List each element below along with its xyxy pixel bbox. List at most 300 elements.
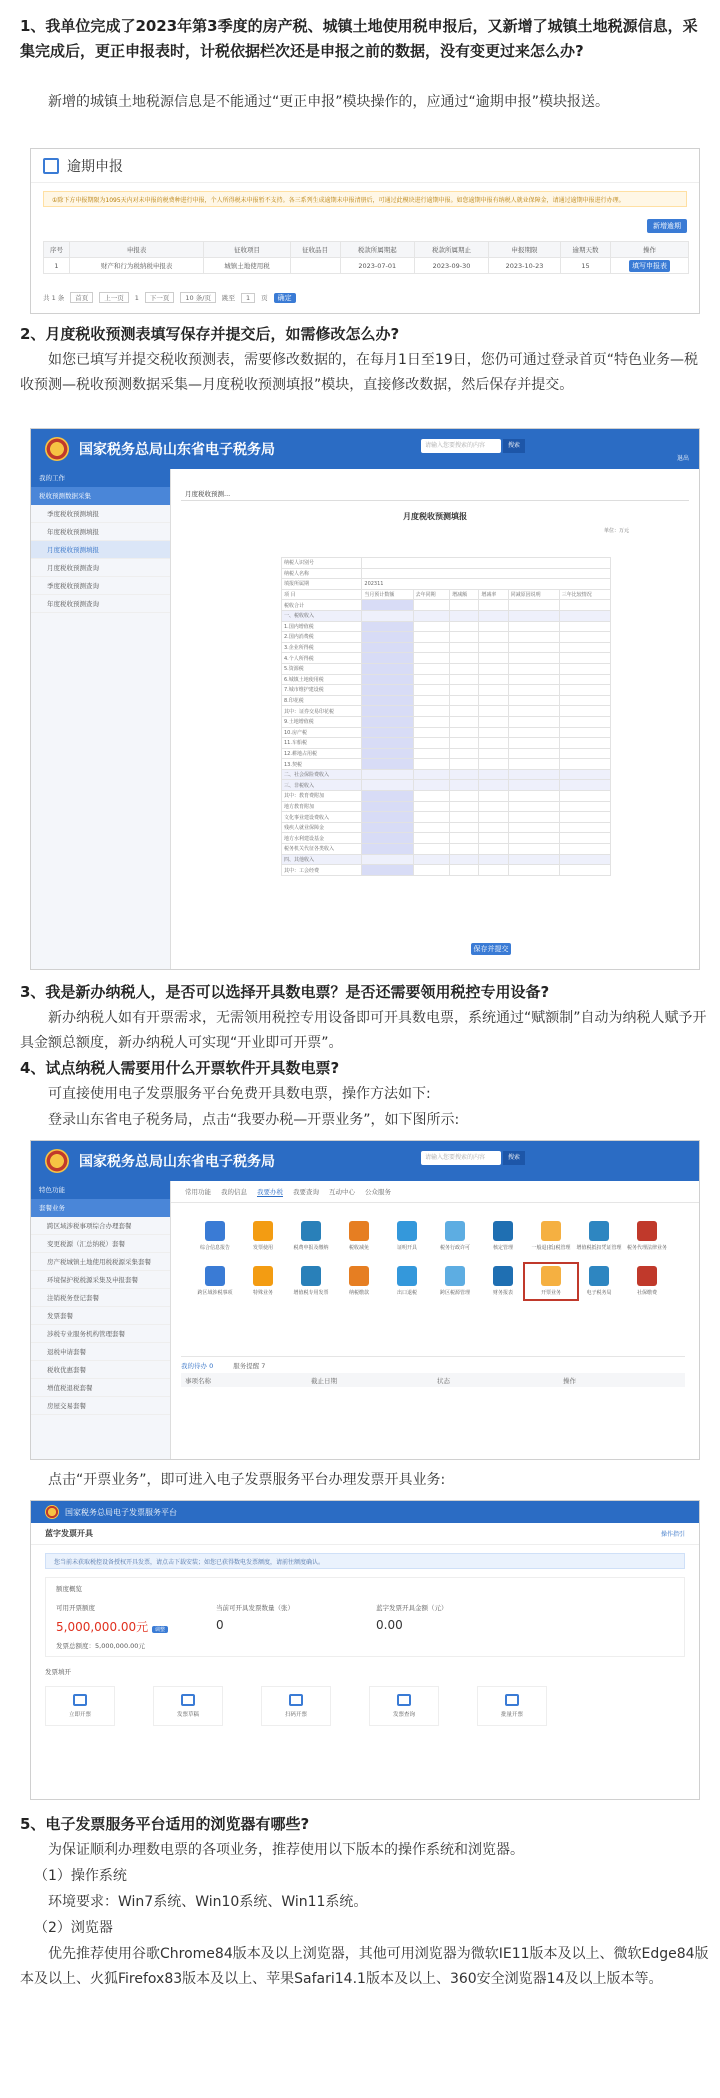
goto-page-input[interactable]: 1 [241,293,255,303]
sidebar-home[interactable]: 我的工作 [31,469,170,487]
service-tile[interactable] [335,1221,383,1252]
tab-monthly-forecast[interactable]: 月度税收预测... [181,487,689,501]
table-cell[interactable] [362,822,413,833]
table-cell [559,780,610,791]
column-header: 事项名称 [185,1376,211,1385]
column-header: 申报期限 [489,242,561,258]
service-tile[interactable] [527,1221,575,1252]
table-cell[interactable] [508,769,559,780]
table-cell[interactable] [362,610,413,621]
column-header: 操作 [563,1376,576,1385]
question-4: 4、试点纳税人需要用什么开票软件开具数电票? [20,1059,340,1077]
row-label: 3.企业所得税 [282,642,362,653]
next-page-button[interactable]: 下一页 [145,292,175,303]
service-icon [589,1221,609,1241]
nav-tab[interactable]: 常用功能 [185,1188,211,1196]
table-cell [559,706,610,717]
table-cell[interactable] [450,727,479,738]
form-title: 月度税收预测填报 [403,512,467,521]
column-header: 申报表 [69,242,203,258]
service-label: 增值税专用发票 [293,1290,329,1296]
table-cell[interactable] [479,759,508,770]
table-cell[interactable] [479,844,508,855]
table-cell[interactable] [479,748,508,759]
table-row [282,844,611,855]
table-cell[interactable] [450,780,479,791]
table-cell[interactable] [508,759,559,770]
search-input[interactable]: 请输入您要搜索的内容 [421,1151,501,1165]
sidebar-item[interactable]: 季度税收预测查询 [31,577,170,595]
table-cell[interactable] [450,600,479,611]
save-submit-button[interactable]: 保存并提交 [471,943,511,955]
table-cell[interactable] [362,632,413,643]
table-cell[interactable] [508,791,559,802]
question-5: 5、电子发票服务平台适用的浏览器有哪些? [20,1815,310,1833]
table-cell[interactable] [479,822,508,833]
table-cell[interactable] [362,653,413,664]
table-cell[interactable] [450,769,479,780]
table-cell[interactable] [508,738,559,749]
sidebar-item[interactable]: 退税申请套餐 [31,1343,170,1361]
entry-label: 发票查询 [392,1712,415,1718]
table-cell[interactable] [479,695,508,706]
table-cell[interactable] [413,653,450,664]
table-cell[interactable] [508,663,559,674]
table-cell[interactable] [413,706,450,717]
table-cell[interactable] [508,748,559,759]
service-label: 核定管理 [492,1245,513,1251]
service-label: 财务报表 [492,1290,513,1296]
service-tile[interactable] [287,1266,335,1297]
table-row [282,706,611,717]
sidebar-item[interactable]: 年度税收预测查询 [31,595,170,613]
overdue-table [43,241,689,274]
service-icon [253,1266,273,1286]
invoice-entry[interactable] [261,1686,331,1726]
row-label: 二、社会保险费收入 [282,769,362,780]
table-cell[interactable] [450,791,479,802]
tab-reminders[interactable]: 服务提醒 7 [233,1361,266,1370]
adjust-button[interactable]: 调整 [152,1626,168,1633]
table-cell[interactable] [362,695,413,706]
invoice-entry[interactable] [153,1686,223,1726]
table-cell [559,812,610,823]
search-button[interactable]: 搜索 [503,1151,525,1165]
service-tile[interactable] [575,1221,623,1252]
sidebar-item[interactable]: 注销税务登记套餐 [31,1289,170,1307]
table-cell[interactable] [479,727,508,738]
column-header: 项 目 [282,589,362,600]
service-tile[interactable] [191,1266,239,1297]
table-cell[interactable] [362,663,413,674]
entry-label: 批量开票 [500,1712,523,1718]
sidebar-item[interactable]: 年度税收预测填报 [31,523,170,541]
table-cell[interactable] [479,769,508,780]
table-cell [559,833,610,844]
column-header: 增减额 [450,589,479,600]
table-cell [559,791,610,802]
page-size-select[interactable]: 10 条/页 [180,292,216,303]
table-cell[interactable] [413,865,450,876]
service-tile[interactable] [335,1266,383,1297]
table-cell[interactable] [450,632,479,643]
logout-link[interactable]: 退出 [676,455,689,462]
info-row [282,558,611,569]
table-cell[interactable] [450,844,479,855]
forecast-form [181,487,689,969]
nav-tab[interactable]: 我要查询 [293,1188,319,1196]
service-label: 电子税务局 [586,1290,612,1296]
service-tile[interactable] [431,1266,479,1297]
table-cell[interactable] [508,716,559,727]
table-cell[interactable] [508,801,559,812]
table-cell[interactable] [508,780,559,791]
table-cell[interactable] [508,812,559,823]
table-cell[interactable] [450,801,479,812]
sidebar-item[interactable]: 变更税源（汇总纳税）套餐 [31,1235,170,1253]
table-cell[interactable] [479,812,508,823]
table-cell[interactable] [479,642,508,653]
sidebar-item[interactable]: 月度税收预测查询 [31,559,170,577]
table-cell[interactable] [508,642,559,653]
table-cell[interactable] [479,791,508,802]
table-cell[interactable] [413,663,450,674]
service-tile[interactable] [575,1266,623,1297]
table-cell[interactable] [362,833,413,844]
table-row [282,621,611,632]
nav-tab[interactable]: 我的信息 [221,1188,247,1196]
info-value [362,558,611,569]
table-cell[interactable] [362,621,413,632]
table-cell[interactable] [479,663,508,674]
service-icon [253,1221,273,1241]
service-label: 税务行政许可 [439,1245,470,1251]
table-cell[interactable] [362,748,413,759]
table-cell[interactable] [413,812,450,823]
invoice-entry[interactable] [45,1686,115,1726]
table-cell[interactable] [508,653,559,664]
table-cell[interactable] [362,769,413,780]
service-tile[interactable] [479,1266,527,1297]
table-cell[interactable] [362,706,413,717]
table-cell[interactable] [508,854,559,865]
row-label: 税务机关代征各类收入 [282,844,362,855]
table-cell[interactable] [450,822,479,833]
table-cell[interactable] [413,854,450,865]
table-cell [559,759,610,770]
nav-tab[interactable]: 互动中心 [329,1188,355,1196]
table-cell[interactable] [362,801,413,812]
column-header: 操作 [611,242,689,258]
table-cell[interactable] [413,716,450,727]
table-cell[interactable] [450,748,479,759]
table-cell[interactable] [508,865,559,876]
unit-label: 单位：万元 [603,528,629,534]
entry-icon [289,1694,303,1706]
row-label: 2.国内消费税 [282,632,362,643]
info-label: 填报所属期 [282,579,362,590]
table-row [282,738,611,749]
table-cell[interactable] [413,695,450,706]
service-tile[interactable] [383,1221,431,1252]
table-cell[interactable] [450,759,479,770]
table-cell [559,844,610,855]
table-cell[interactable] [413,769,450,780]
service-tile[interactable] [191,1221,239,1252]
table-cell[interactable] [450,674,479,685]
table-cell: 2023-09-30 [414,258,488,274]
question-2: 2、月度税收预测表填写保存并提交后，如需修改怎么办? [20,325,400,343]
table-cell[interactable] [362,865,413,876]
sidebar-item[interactable]: 增值税退税套餐 [31,1379,170,1397]
table-cell[interactable] [413,600,450,611]
caption-invoice: 点击“开票业务”，即可进入电子发票服务平台办理发票开具业务: [48,1472,446,1488]
table-cell[interactable] [450,653,479,664]
invoice-entry[interactable] [369,1686,439,1726]
table-cell[interactable] [450,610,479,621]
table-cell[interactable] [508,632,559,643]
browser-requirement: 优先推荐使用谷歌Chrome84版本及以上浏览器，其他可用浏览器为微软IE11版本及以上、微软Edge84版本及以上、火狐Firefox83版本及以上、苹果Safari14.1版本及以上、360安全浏览器14及以上版本等。 [20,1946,709,1987]
sidebar-item[interactable]: 税收优惠套餐 [31,1361,170,1379]
table-cell[interactable] [479,854,508,865]
service-tile[interactable] [383,1266,431,1297]
table-cell[interactable] [450,663,479,674]
table-cell[interactable] [362,685,413,696]
row-label: 其中：工会经费 [282,865,362,876]
table-cell[interactable] [413,621,450,632]
row-label: 三、非税收入 [282,780,362,791]
table-cell[interactable] [479,610,508,621]
table-cell[interactable] [508,727,559,738]
service-icon [445,1221,465,1241]
table-cell [559,769,610,780]
table-cell[interactable] [362,759,413,770]
table-cell[interactable] [450,812,479,823]
row-label: 地方教育附加 [282,801,362,812]
search-button[interactable]: 搜索 [503,439,525,453]
platform-title: 国家税务总局电子发票服务平台 [65,1507,177,1517]
first-page-button[interactable]: 首页 [70,292,93,303]
table-cell[interactable] [413,833,450,844]
answer-4b: 登录山东省电子税务局，点击“我要办税—开票业务”，如下图所示: [48,1112,460,1128]
table-row [282,833,611,844]
service-label: 社保缴费 [636,1290,657,1296]
sidebar-section[interactable]: 税收预测数据采集 [31,487,170,505]
table-cell[interactable] [450,621,479,632]
help-link[interactable]: 操作指引 [660,1531,685,1538]
table-cell[interactable] [508,844,559,855]
table-cell: 财产和行为税纳税申报表 [69,258,203,274]
table-cell[interactable] [508,600,559,611]
table-cell[interactable] [450,716,479,727]
entry-icon [73,1694,87,1706]
row-label: 一、税收收入 [282,610,362,621]
row-label: 6.城镇土地使用税 [282,674,362,685]
table-cell[interactable] [479,716,508,727]
table-cell[interactable] [479,780,508,791]
table-cell[interactable] [362,727,413,738]
table-cell[interactable] [413,685,450,696]
service-tile[interactable] [431,1221,479,1252]
service-label: 税费申报及缴纳 [293,1245,329,1251]
table-cell[interactable] [450,685,479,696]
table-cell[interactable] [450,833,479,844]
table-cell[interactable] [413,844,450,855]
table-cell[interactable] [362,600,413,611]
sidebar-item[interactable]: 月度税收预测填报 [31,541,170,559]
column-header: 当月预计数额 [362,589,413,600]
add-overdue-button[interactable]: 新增逾期 [647,219,687,233]
table-row [282,780,611,791]
service-tile[interactable] [239,1266,287,1297]
sidebar-packages[interactable]: 套餐业务 [31,1199,170,1217]
search-input[interactable]: 请输入您要搜索的内容 [421,439,501,453]
prev-page-button[interactable]: 上一页 [99,292,129,303]
table-cell[interactable] [508,695,559,706]
overdue-filing-screenshot [30,148,700,314]
table-cell[interactable] [362,674,413,685]
table-cell [559,600,610,611]
nav-tab[interactable]: 公众服务 [365,1188,391,1196]
monthly-forecast-screenshot [30,428,700,970]
table-cell[interactable] [362,791,413,802]
table-row [282,674,611,685]
table-cell[interactable] [508,621,559,632]
table-cell [559,716,610,727]
table-cell [611,258,689,274]
table-cell[interactable] [413,822,450,833]
table-cell[interactable] [450,865,479,876]
table-cell[interactable] [413,759,450,770]
tab-todo[interactable]: 我的待办 0 [181,1361,214,1370]
table-cell[interactable] [362,642,413,653]
sidebar-item[interactable]: 环境保护税税源采集及申报套餐 [31,1271,170,1289]
nav-tab[interactable]: 我要办税 [257,1187,283,1196]
table-cell[interactable] [479,674,508,685]
pagination: 共 1 条 首页 上一页 1 下一页 10 条/页 跳至 1 页 确定 [43,292,296,303]
table-cell[interactable] [508,706,559,717]
row-label: 13.契税 [282,759,362,770]
table-cell[interactable] [362,812,413,823]
table-cell[interactable] [450,642,479,653]
table-cell[interactable] [508,685,559,696]
table-cell[interactable] [479,833,508,844]
overview-title: 额度概览 [56,1585,82,1593]
tax-emblem-icon [45,1149,69,1173]
sidebar [31,1181,171,1459]
sidebar-item[interactable]: 房屋交易套餐 [31,1397,170,1415]
site-title: 国家税务总局山东省电子税务局 [79,1154,275,1170]
table-cell[interactable] [479,685,508,696]
table-cell[interactable] [479,738,508,749]
entry-label: 扫码开票 [284,1712,307,1718]
row-label: 12.耕地占用税 [282,748,362,759]
service-label: 跨区税源管理 [439,1290,470,1296]
table-cell[interactable] [413,738,450,749]
sidebar-item[interactable]: 发票套餐 [31,1307,170,1325]
service-icon [541,1266,561,1286]
service-label: 开票业务 [540,1290,561,1296]
service-tile[interactable] [527,1266,575,1297]
answer-1: 新增的城镇土地税源信息是不能通过“更正申报”模块操作的，应通过“逾期申报”模块报送。 [48,94,610,110]
service-label: 跨区域涉税事项 [197,1290,233,1296]
question-3: 3、我是新办纳税人，是否可以选择开具数电票？是否还需要领用税控专用设备? [20,983,550,1001]
service-icon [349,1266,369,1286]
table-cell[interactable] [413,632,450,643]
table-cell[interactable] [450,738,479,749]
table-cell[interactable] [508,822,559,833]
table-cell[interactable] [362,716,413,727]
table-cell[interactable] [479,865,508,876]
table-cell[interactable] [479,653,508,664]
table-cell[interactable] [413,780,450,791]
table-cell[interactable] [479,801,508,812]
invoice-entry[interactable] [477,1686,547,1726]
table-cell[interactable] [413,801,450,812]
entry-icon [505,1694,519,1706]
table-cell[interactable] [413,791,450,802]
sidebar-item[interactable]: 季度税收预测填报 [31,505,170,523]
sidebar-item[interactable]: 涉税专业服务机构管理套餐 [31,1325,170,1343]
table-row [282,727,611,738]
table-cell[interactable] [413,610,450,621]
e-tax-portal-screenshot [30,1140,700,1460]
column-header: 去年同期 [413,589,450,600]
service-tile[interactable] [479,1221,527,1252]
table-cell[interactable] [362,738,413,749]
table-cell[interactable] [413,748,450,759]
table-cell[interactable] [479,632,508,643]
table-cell[interactable] [362,780,413,791]
main-nav [171,1181,699,1203]
goto-confirm-button[interactable]: 确定 [274,293,296,303]
table-cell[interactable] [362,854,413,865]
table-cell[interactable] [479,621,508,632]
info-row [282,568,611,579]
table-cell[interactable] [450,695,479,706]
answer-2: 如您已填写并提交税收预测表，需要修改数据的，在每月1日至19日，您仍可通过登录首页“特色业务—税收预测—税收预测数据采集—月度税收预测填报”模块，直接修改数据，然后保存并提交。 [20,352,698,393]
column-header: 税款所属期起 [340,242,414,258]
service-icon [493,1221,513,1241]
table-cell[interactable] [450,706,479,717]
table-cell[interactable] [479,600,508,611]
table-cell[interactable] [508,610,559,621]
sidebar-item[interactable]: 房产税城镇土地使用税税源采集套餐 [31,1253,170,1271]
table-cell: 2023-07-01 [340,258,414,274]
service-tile[interactable] [287,1221,335,1252]
service-label: 纳税缴款 [348,1290,369,1296]
sidebar-item[interactable]: 跨区域涉税事项综合办理套餐 [31,1217,170,1235]
table-cell[interactable] [450,854,479,865]
table-cell[interactable] [413,674,450,685]
table-cell[interactable] [508,674,559,685]
table-cell[interactable] [508,833,559,844]
service-icon [205,1221,225,1241]
table-cell[interactable] [413,642,450,653]
service-tile[interactable] [239,1221,287,1252]
row-label: 8.印花税 [282,695,362,706]
table-cell[interactable] [479,706,508,717]
form-icon [43,158,59,174]
row-label: 11.车船税 [282,738,362,749]
service-tile[interactable] [623,1266,671,1297]
table-cell[interactable] [362,844,413,855]
fill-form-button[interactable]: 填写申报表 [629,260,670,272]
table-cell[interactable] [413,727,450,738]
service-tile[interactable] [623,1221,671,1252]
sidebar-featured[interactable]: 特色功能 [31,1181,170,1199]
service-grid [191,1221,671,1297]
